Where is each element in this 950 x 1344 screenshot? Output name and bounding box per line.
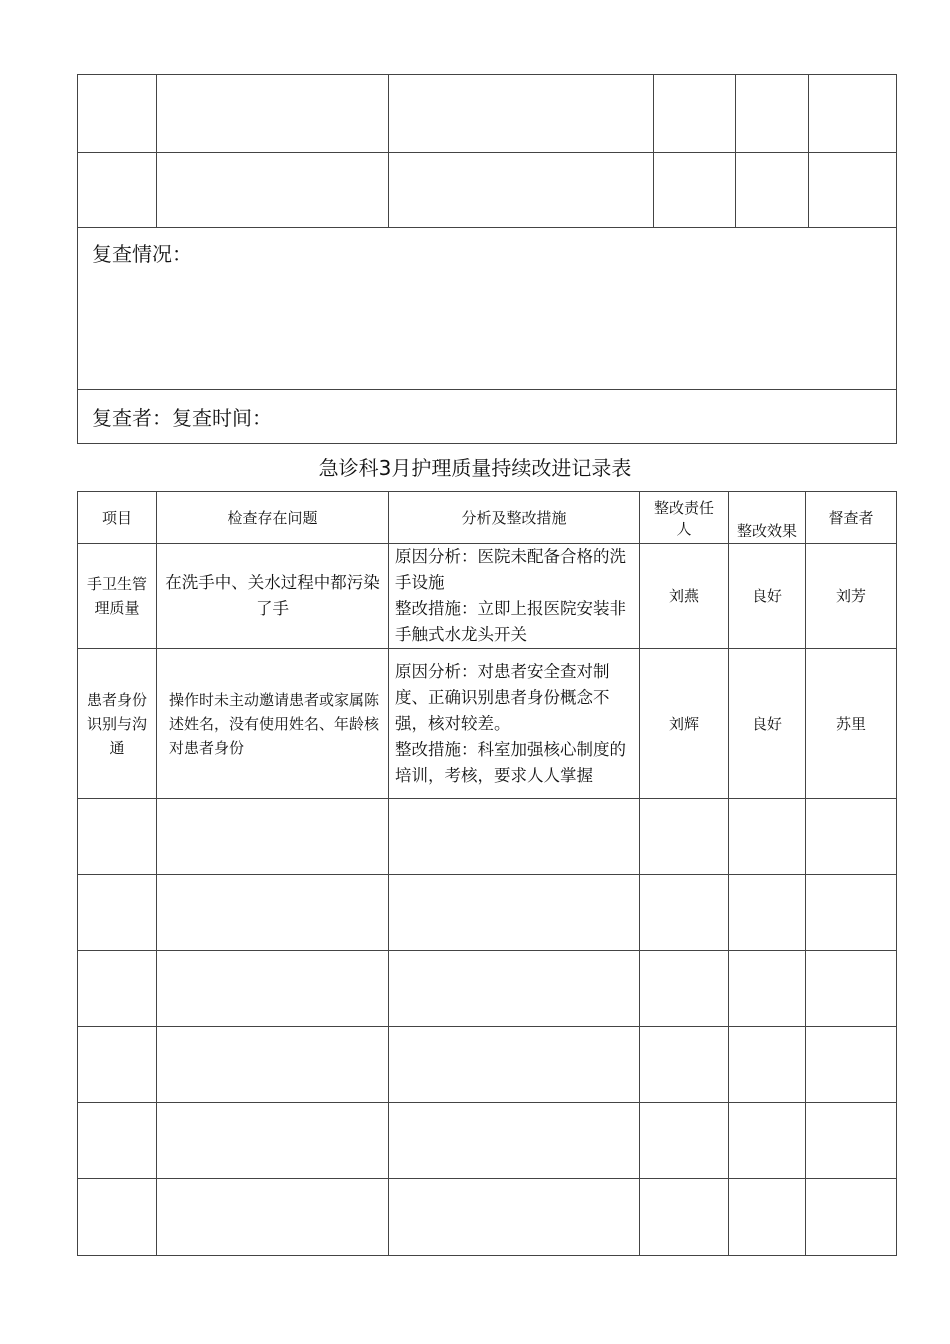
row-problem: 在洗手中、关水过程中都污染了手	[157, 544, 389, 649]
empty-cell	[157, 153, 389, 228]
empty-cell	[809, 75, 897, 153]
header-effect: 整改效果	[729, 492, 806, 544]
table-row	[78, 153, 897, 228]
header-supervisor: 督查者	[806, 492, 897, 544]
header-problem: 检查存在问题	[157, 492, 389, 544]
row-responsible: 刘辉	[640, 649, 729, 799]
row-analysis: 原因分析：对患者安全查对制度、正确识别患者身份概念不强，核对较差。 整改措施：科室加强核心制度的培训，考核，要求人人掌握	[389, 649, 640, 799]
row-responsible: 刘燕	[640, 544, 729, 649]
header-responsible-line1: 整改责任	[653, 498, 714, 517]
empty-row	[78, 951, 897, 1027]
empty-row	[78, 1027, 897, 1103]
table-row	[78, 649, 897, 799]
empty-row	[78, 875, 897, 951]
empty-cell	[389, 75, 654, 153]
row-item: 手卫生管理质量	[78, 544, 157, 649]
row-problem: 操作时未主动邀请患者或家属陈述姓名，没有使用姓名、年龄核对患者身份	[157, 649, 389, 799]
empty-cell	[389, 153, 654, 228]
empty-cell	[736, 153, 809, 228]
reviewer-row	[78, 390, 897, 444]
empty-cell	[78, 153, 157, 228]
header-responsible-line2: 人	[676, 519, 692, 538]
empty-cell	[654, 153, 736, 228]
header-responsible	[640, 492, 729, 544]
previous-record-table	[77, 74, 897, 444]
empty-cell	[654, 75, 736, 153]
improvement-record-table	[77, 491, 897, 1256]
header-item: 项目	[78, 492, 157, 544]
row-effect: 良好	[729, 544, 806, 649]
table-row	[78, 75, 897, 153]
empty-cell	[78, 75, 157, 153]
empty-row	[78, 1103, 897, 1179]
header-analysis: 分析及整改措施	[389, 492, 640, 544]
reviewer-time-label: 复查者：复查时间：	[78, 390, 897, 444]
row-supervisor: 刘芳	[806, 544, 897, 649]
header-row	[78, 492, 897, 544]
row-analysis: 原因分析：医院未配备合格的洗手设施 整改措施：立即上报医院安装非手触式水龙头开关	[389, 544, 640, 649]
empty-row	[78, 799, 897, 875]
empty-cell	[736, 75, 809, 153]
review-status-label: 复查情况：	[78, 228, 897, 390]
row-item: 患者身份识别与沟通	[78, 649, 157, 799]
review-row	[78, 228, 897, 390]
row-supervisor: 苏里	[806, 649, 897, 799]
empty-cell	[157, 75, 389, 153]
empty-row	[78, 1179, 897, 1256]
empty-cell	[809, 153, 897, 228]
document-title: 急诊科3月护理质量持续改进记录表	[318, 456, 632, 480]
table-row	[78, 544, 897, 649]
row-effect: 良好	[729, 649, 806, 799]
